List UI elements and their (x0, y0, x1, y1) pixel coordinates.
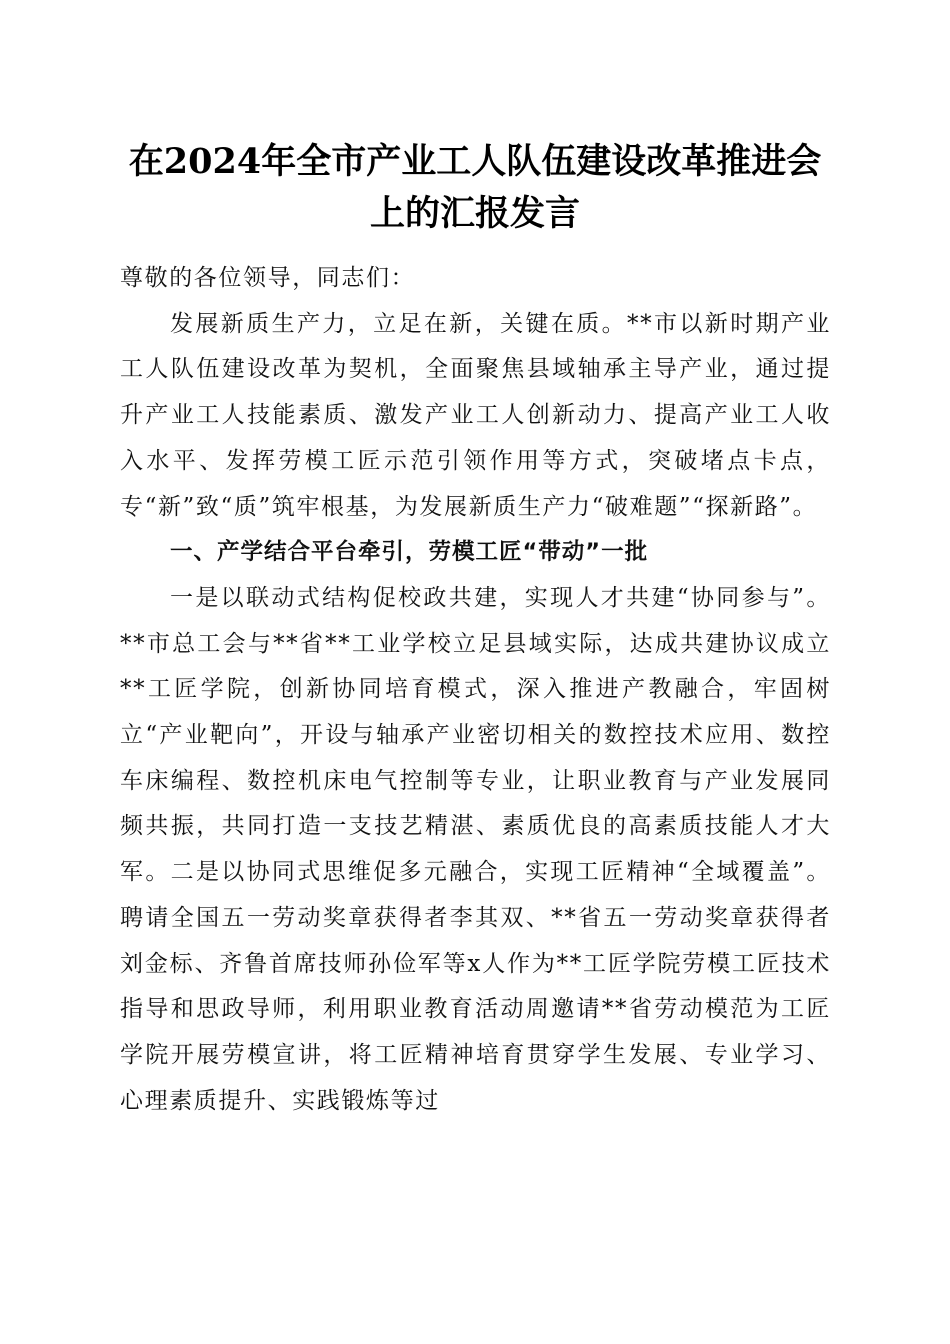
section-1-paragraph: 一是以联动式结构促校政共建，实现人才共建“协同参与”。**市总工会与**省**工业学校立足县域实际，达成共建协议成立**工匠学院，创新协同培育模式，深入推进产教融合，牢固树立“产业靶向”，开设与轴承产业密切相关的数控技术应用、数控车床编程、数控机床电气控制等专业，让职业教育与产业发展同频共振，共同打造一支技艺精湛、素质优良的高素质技能人才大军。二是以协同式思维促多元融合，实现工匠精神“全域覆盖”。聘请全国五一劳动奖章获得者李其双、**省五一劳动奖章获得者刘金标、齐鲁首席技师孙俭军等x人作为**工匠学院劳模工匠技术指导和思政导师，利用职业教育活动周邀请**省劳动模范为工匠学院开展劳模宣讲，将工匠精神培育贯穿学生发展、专业学习、心理素质提升、实践锻炼等过 (120, 584, 831, 1114)
document-title (100, 136, 850, 240)
document-body (120, 256, 831, 1124)
section-heading-1: 一、产学结合平台牵引，劳模工匠“带动”一批 (170, 539, 649, 566)
title-line-1: 在2024年全市产业工人队伍建设改革推进会 (128, 141, 822, 182)
salutation: 尊敬的各位领导，同志们： (120, 265, 416, 291)
title-line-2: 上的汇报发言 (369, 193, 580, 234)
intro-paragraph: 发展新质生产力，立足在新，关键在质。**市以新时期产业工人队伍建设改革为契机，全面聚焦县域轴承主导产业，通过提升产业工人技能素质、激发产业工人创新动力、提高产业工人收入水平、发挥劳模工匠示范引领作用等方式，突破堵点卡点，专“新”致“质”筑牢根基，为发展新质生产力“破难题”“探新路”。 (120, 310, 831, 520)
